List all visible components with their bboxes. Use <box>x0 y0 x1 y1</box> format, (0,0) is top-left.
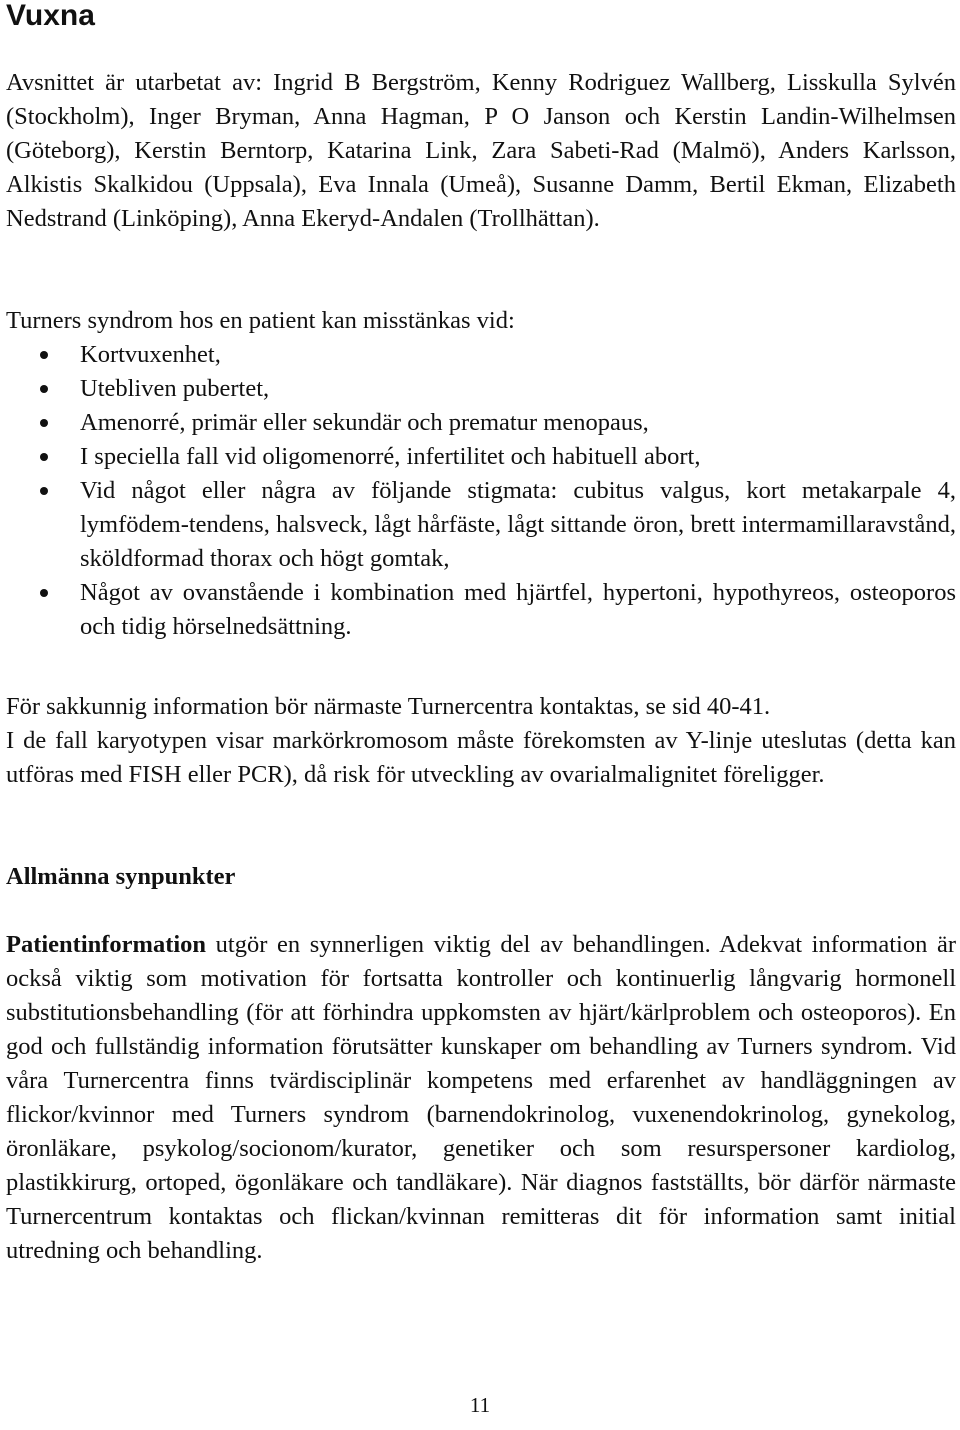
bullet-icon <box>40 351 48 359</box>
patient-info-lead: Patientinformation <box>6 931 207 958</box>
page-title: Vuxna <box>6 0 95 32</box>
expert-info-paragraph: För sakkunnig information bör närmaste Turnercentra kontaktas, se sid 40-41. <box>6 693 771 720</box>
list-item <box>0 372 960 406</box>
section-heading: Allmänna synpunkter <box>6 863 236 890</box>
bullet-icon <box>40 589 48 597</box>
list-item-text: Vid något eller några av följande stigmata: cubitus valgus, kort metakarpale 4, lymfödem-tendens, halsveck, lågt hårfäste, lågt sittande öron, brett intermamillaravstånd, sköldformad thorax och högt gomtak, <box>80 477 956 572</box>
list-item-text: I speciella fall vid oligomenorré, infertilitet och habituell abort, <box>80 443 701 470</box>
suspicion-list <box>0 338 960 644</box>
list-item-text: Utebliven pubertet, <box>80 375 270 402</box>
bullet-icon <box>40 385 48 393</box>
patient-info-text: utgör en synnerligen viktig del av behandlingen. Adekvat information är också viktig som motivation för fortsatta kontroller och kontinuerlig långvarig hormonell substitutionsbehandling (för att förhindra uppkomsten av hjärt/kärlproblem och osteoporos). En god och fullständig information förutsätter kunskaper om behandling av Turners syndrom. Vid våra Turnercentra finns tvärdisciplinär kompetens med erfarenhet av handläggningen av flickor/kvinnor med Turners syndrom (barnendokrinolog, vuxenendokrinolog, gynekolog, öronläkare, psykolog/socionom/kurator, genetiker och som resurspersoner kardiolog, plastikkirurg, ortoped, ögonläkare och tandläkare). När diagnos fastställts, bör därför närmaste Turnercentrum kontaktas och flickan/kvinnan remitteras dit för information samt initial utredning och behandling. <box>6 931 956 1264</box>
list-item-text: Kortvuxenhet, <box>80 341 221 368</box>
list-item <box>0 474 960 576</box>
bullet-icon <box>40 453 48 461</box>
list-item <box>0 338 960 372</box>
list-item <box>0 440 960 474</box>
bullet-icon <box>40 419 48 427</box>
list-item <box>0 406 960 440</box>
list-item-text: Något av ovanstående i kombination med hjärtfel, hypertoni, hypothyreos, osteoporos och tidig hörselnedsättning. <box>80 579 956 640</box>
bullet-icon <box>40 487 48 495</box>
list-item <box>0 576 960 644</box>
patient-info-paragraph <box>6 928 956 1268</box>
y-chromosome-paragraph: I de fall karyotypen visar markörkromosom måste förekomsten av Y-linje uteslutas (detta kan utföras med FISH eller PCR), då risk för utveckling av ovarialmalignitet föreligger. <box>6 727 956 788</box>
suspicion-lead: Turners syndrom hos en patient kan misstänkas vid: <box>6 307 515 334</box>
list-item-text: Amenorré, primär eller sekundär och prematur menopaus, <box>80 409 649 436</box>
authors-paragraph: Avsnittet är utarbetat av: Ingrid B Bergström, Kenny Rodriguez Wallberg, Lisskulla Sylvén (Stockholm), Inger Bryman, Anna Hagman, P O Janson och Kerstin Landin-Wilhelmsen (Göteborg), Kerstin Berntorp, Katarina Link, Zara Sabeti-Rad (Malmö), Anders Karlsson, Alkistis Skalkidou (Uppsala), Eva Innala (Umeå), Susanne Damm, Bertil Ekman, Elizabeth Nedstrand (Linköping), Anna Ekeryd-Andalen (Trollhättan). <box>6 69 956 232</box>
page-number: 11 <box>469 1393 491 1417</box>
